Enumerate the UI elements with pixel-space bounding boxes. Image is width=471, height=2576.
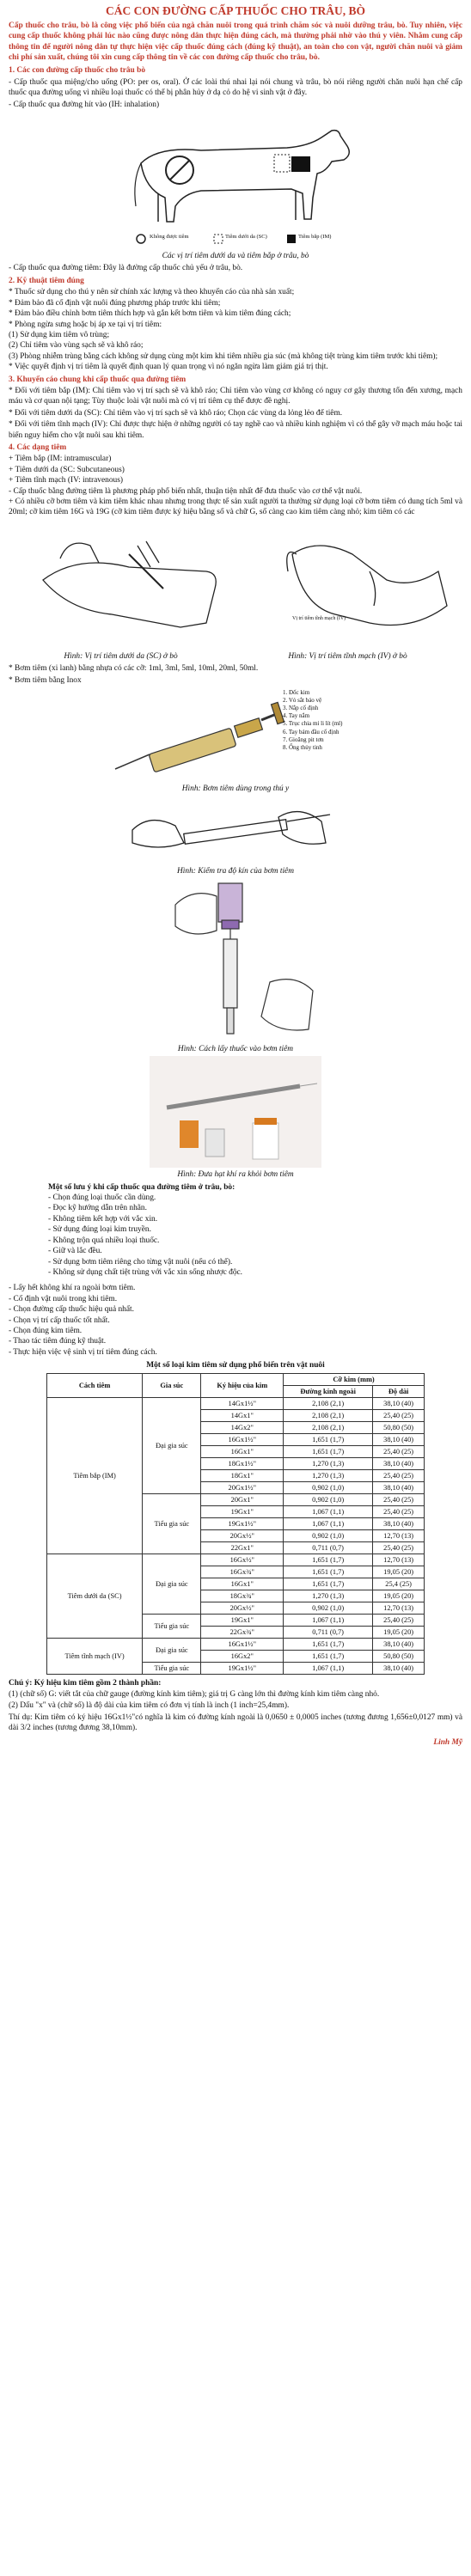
cell-symbol: 20Gx½" <box>201 1602 284 1614</box>
cell-symbol: 19Gx1" <box>201 1614 284 1626</box>
cell-diameter: 1,270 (1,3) <box>284 1457 373 1469</box>
caption: Hình: Vị trí tiêm tĩnh mạch (IV) ở bò <box>288 651 407 661</box>
part-label: 4. Tay nắm <box>283 712 310 720</box>
cell-length: 38,10 (40) <box>373 1517 425 1529</box>
caption-row <box>9 650 462 663</box>
syringe-vials-photo <box>150 1056 321 1168</box>
cell-symbol: 18Gx¾" <box>201 1590 284 1602</box>
list-item: - Sử dụng bơm tiêm riêng cho từng vật nuôi (nếu có thể). <box>48 1257 233 1267</box>
caption: Hình: Bơm tiêm dùng trong thú y <box>181 784 290 794</box>
author: Linh Mỹ <box>433 1737 462 1747</box>
cell-animal: Đại gia súc <box>143 1638 201 1662</box>
lead-paragraph: Cấp thuốc cho trâu, bò là công việc phổ biến của ngà chăn nuôi trong quá trình chăm sóc và nuôi dưỡng trâu, bò. Tuy nhiên, việc cung cấp thuốc không phải lúc nào cũng được nông dân thực hiện đúng cách, mà thường phải nhờ vào thú y viên. Nhằm cung cấp thông tin để người nông dân tự thực hiện việc cấp thuốc đúng cách (đúng kỹ thuật), an toàn cho con vật, người chăn nuôi và giảm chi phí sản xuất, chúng tôi xin cung cấp thông tin về các con đường cấp thuốc cho trâu, bò. <box>9 21 462 63</box>
cell-symbol: 18Gx1½" <box>201 1457 284 1469</box>
cell-symbol: 14Gx1" <box>201 1409 284 1421</box>
footnote-title: Chú ý: Ký hiệu kim tiêm gồm 2 thành phần: <box>9 1678 162 1688</box>
list-item: - Chọn vị trí cấp thuốc tốt nhất. <box>9 1315 110 1325</box>
cell-diameter: 1,067 (1,1) <box>284 1614 373 1626</box>
cell-symbol: 19Gx1" <box>201 1505 284 1517</box>
part-label: 8. Ống thủy tinh <box>283 743 322 751</box>
th-diameter: Đường kính ngoài <box>284 1385 373 1397</box>
legend-im: Tiêm bắp (IM) <box>298 234 332 241</box>
cell-length: 25,40 (25) <box>373 1505 425 1517</box>
part-label: 6. Tay bám đầu cố định <box>283 728 339 736</box>
paragraph: * Đối với tiêm tĩnh mạch (IV): Chỉ được thực hiện ở những người có tay nghề cao và nhiều kinh nghiệm vì có thể gây vỡ mạch máu hoặc tai biến nguy hiểm cho vật nuôi sau khi tiêm. <box>9 420 462 440</box>
list-item: - Thực hiện việc vệ sinh vị trí tiêm đúng cách. <box>9 1347 157 1357</box>
cell-method: Tiêm tĩnh mạch (IV) <box>47 1638 143 1674</box>
cell-symbol: 16Gx1" <box>201 1445 284 1457</box>
cell-length: 25,40 (25) <box>373 1469 425 1481</box>
list-item: - Không tiêm kết hợp với vắc xin. <box>48 1214 158 1224</box>
cell-length: 25,40 (25) <box>373 1409 425 1421</box>
list-item: + Tiêm tĩnh mạch (IV: intravenous) <box>9 476 123 485</box>
list-item: - Chọn đúng loại thuốc cần dùng. <box>48 1193 156 1203</box>
cell-diameter: 2,108 (2,1) <box>284 1397 373 1409</box>
cell-length: 19,05 (20) <box>373 1626 425 1638</box>
th-symbol: Ký hiệu của kim <box>201 1373 284 1397</box>
cell-symbol: 19Gx1½" <box>201 1517 284 1529</box>
cell-diameter: 1,270 (1,3) <box>284 1590 373 1602</box>
cell-symbol: 16Gx1" <box>201 1578 284 1590</box>
list-item: - Chọn đường cấp thuốc hiệu quả nhất. <box>9 1305 134 1315</box>
cell-diameter: 1,651 (1,7) <box>284 1566 373 1578</box>
paragraph: - Cấp thuốc qua đường tiêm: Đây là đường cấp thuốc chủ yếu ở trâu, bò. <box>9 264 243 273</box>
th-method: Cách tiêm <box>47 1373 143 1397</box>
cell-diameter: 2,108 (2,1) <box>284 1421 373 1433</box>
paragraph: - Cấp thuốc qua đường hít vào (IH: inhalation) <box>9 100 160 109</box>
cell-diameter: 1,067 (1,1) <box>284 1517 373 1529</box>
cell-length: 25,40 (25) <box>373 1445 425 1457</box>
caption: Các vị trí tiêm dưới da và tiêm bắp ở trâu, bò <box>162 252 309 261</box>
list-item: * Đảm bảo điều chỉnh bơm tiêm thích hợp và gắn kết bơm tiêm và kim tiêm đúng cách; <box>9 309 291 319</box>
cell-length: 50,80 (50) <box>373 1421 425 1433</box>
caption: Hình: Đưa hạt khí ra khỏi bơm tiêm <box>177 1170 294 1180</box>
list-item: - Sử dụng đúng loại kim truyền. <box>48 1225 151 1235</box>
list-item: (3) Phòng nhiễm trùng bằng cách không sử dụng cùng một kim khi tiêm nhiều gia súc (mà không tiệt trùng kim tiêm trước khi tiêm); <box>9 351 438 361</box>
list-item: - Không trộn quá nhiều loại thuốc. <box>48 1236 160 1245</box>
paragraph: - Cấp thuốc qua miệng/cho uống (PO: per os, oral). Ở các loài thú nhai lại nói chung và trâu, bò nói riêng người chăn nuôi hạn chế cấp thuốc qua đường uống vì nhiều loại thuốc có thể bị phân hủy ở dạ cỏ do hệ vi sinh vật ở đây. <box>9 77 462 98</box>
cell-method: Tiêm dưới da (SC) <box>47 1554 143 1638</box>
cell-length: 25,4 (25) <box>373 1578 425 1590</box>
cell-diameter: 0,902 (1,0) <box>284 1493 373 1505</box>
cell-length: 38,10 (40) <box>373 1638 425 1650</box>
list-item: * Việc quyết định vị trí tiêm là quyết định quan lý quan trọng vì nó ngăn ngừa làm giảm giá trị thịt. <box>9 363 328 372</box>
cell-length: 38,10 (40) <box>373 1457 425 1469</box>
cell-length: 19,05 (20) <box>373 1566 425 1578</box>
cell-diameter: 2,108 (2,1) <box>284 1409 373 1421</box>
paragraph: * Bơm tiêm (xi lanh) bằng nhựa có các cỡ: 1ml, 3ml, 5ml, 10ml, 20ml, 50ml. <box>9 664 259 674</box>
part-label: 3. Nắp cố định <box>283 705 319 712</box>
list-item: - Không sử dụng chất tiệt trùng với vắc xin sống nhược độc. <box>48 1267 243 1277</box>
remove-air-figure <box>150 1056 321 1168</box>
syringe-parts-figure <box>107 687 364 782</box>
vial-syringe-illustration <box>141 879 330 1042</box>
cell-diameter: 0,902 (1,0) <box>284 1529 373 1541</box>
list-item: * Thuốc sử dụng cho thú y nên sử chính xác lượng và theo khuyến cáo của nhà sản xuất; <box>9 288 295 297</box>
syringe-check-figure <box>115 796 356 864</box>
cell-length: 38,10 (40) <box>373 1397 425 1409</box>
cell-diameter: 1,270 (1,3) <box>284 1469 373 1481</box>
cell-length: 25,40 (25) <box>373 1614 425 1626</box>
list-item: * Phòng ngừa sưng hoặc bị áp xe tại vị trí tiêm: <box>9 320 162 329</box>
part-label: 5. Trục chia mi li lít (ml) <box>283 720 343 728</box>
cell-symbol: 22Gx¾" <box>201 1626 284 1638</box>
cell-symbol: 20Gx1" <box>201 1493 284 1505</box>
cell-symbol: 19Gx1½" <box>201 1662 284 1674</box>
cell-diameter: 1,067 (1,1) <box>284 1662 373 1674</box>
cell-symbol: 22Gx1" <box>201 1541 284 1554</box>
cell-animal: Tiểu gia súc <box>143 1493 201 1554</box>
section-4-heading: 4. Các dạng tiêm <box>9 443 67 452</box>
part-label: 2. Vỏ sắt bảo vệ <box>283 697 322 705</box>
cell-length: 38,10 (40) <box>373 1433 425 1445</box>
cell-animal: Tiểu gia súc <box>143 1662 201 1674</box>
section-3-heading: 3. Khuyến cáo chung khi cấp thuốc qua đường tiêm <box>9 375 187 384</box>
paragraph: * Đối với tiêm dưới da (SC): Chỉ tiêm vào vị trí sạch sẽ và khô ráo; Chọn các vùng da lỏng lẻo để tiêm. <box>9 408 343 418</box>
part-label: 1. Đốc kim <box>283 689 310 697</box>
footnote: (2) Dấu "x" và (chữ số) là độ dài của kim tiêm có đơn vị tính là inch (1 inch=25,4mm). <box>9 1701 290 1711</box>
cell-symbol: 20Gx½" <box>201 1529 284 1541</box>
list-item: - Chọn đúng kim tiêm. <box>9 1326 83 1335</box>
cell-diameter: 1,651 (1,7) <box>284 1433 373 1445</box>
list-item: + Tiêm bắp (IM: intramuscular) <box>9 455 112 464</box>
list-item: + Có nhiều cỡ bơm tiêm và kim tiêm khác nhau nhưng trong thực tế sản xuất người ta thường sử dụng loại cỡ bơm tiêm có dung tích 5ml và 20ml; cỡ kim tiêm 16G và 19G (cỡ kim tiêm được ký hiệu bằng số và chữ G, số càng cao kim tiêm càng nhỏ; kim tiêm có các <box>9 497 462 517</box>
list-item: (2) Chỉ tiêm vào vùng sạch sẽ và khô ráo; <box>9 341 144 351</box>
cell-diameter: 0,711 (0,7) <box>284 1541 373 1554</box>
cow-outline-illustration <box>107 112 364 249</box>
legend-no-inject: Không được tiêm <box>150 234 189 241</box>
draw-medicine-figure <box>141 879 330 1042</box>
footnote: (1) (chữ số) G: viết tắt của chữ gauge (đường kính kim tiêm); giá trị G càng lớn thì đường kính kim tiêm càng nhỏ. <box>9 1689 380 1699</box>
caption: Hình: Kiểm tra độ kín của bơm tiêm <box>177 867 294 876</box>
part-label: 7. Gioăng pit tơn <box>283 736 324 743</box>
section-1-heading: 1. Các con đường cấp thuốc cho trâu bò <box>9 66 146 76</box>
cell-length: 25,40 (25) <box>373 1493 425 1505</box>
cell-diameter: 1,651 (1,7) <box>284 1445 373 1457</box>
list-item: - Lấy hết không khí ra ngoài bơm tiêm. <box>9 1284 136 1293</box>
cell-symbol: 16Gx½" <box>201 1554 284 1566</box>
cell-method: Tiêm bắp (IM) <box>47 1397 143 1554</box>
list-item: * Đảm bảo đã cố định vật nuôi đúng phương pháp trước khi tiêm; <box>9 298 221 308</box>
list-item: - Giữ và lắc đều. <box>48 1247 102 1256</box>
th-animal: Gia súc <box>143 1373 201 1397</box>
cell-length: 12,70 (13) <box>373 1529 425 1541</box>
cell-animal: Đại gia súc <box>143 1554 201 1614</box>
list-item: - Đọc kỹ hướng dẫn trên nhãn. <box>48 1204 147 1213</box>
notes-title: Một số lưu ý khi cấp thuốc qua đường tiêm ở trâu, bò: <box>48 1182 236 1192</box>
sc-iv-figures <box>9 520 462 649</box>
cell-symbol: 16Gx2" <box>201 1650 284 1662</box>
list-item: - Cấp thuốc bằng đường tiêm là phương pháp phổ biến nhất, thuận tiện nhất để đưa thuốc vào cơ thể vật nuôi. <box>9 486 363 496</box>
cell-diameter: 1,651 (1,7) <box>284 1554 373 1566</box>
list-item: (1) Sử dụng kim tiêm vô trùng; <box>9 330 110 339</box>
cell-length: 12,70 (13) <box>373 1602 425 1614</box>
cell-animal: Đại gia súc <box>143 1397 201 1493</box>
cell-symbol: 16Gx¾" <box>201 1566 284 1578</box>
cell-length: 50,80 (50) <box>373 1650 425 1662</box>
table-title: Một số loại kim tiêm sử dụng phổ biến trên vật nuôi <box>146 1361 325 1370</box>
cow-injection-sites-figure <box>107 112 364 249</box>
cell-diameter: 1,067 (1,1) <box>284 1505 373 1517</box>
cell-symbol: 20Gx1½" <box>201 1481 284 1493</box>
cell-symbol: 16Gx1½" <box>201 1638 284 1650</box>
cell-symbol: 16Gx1½" <box>201 1433 284 1445</box>
section-2-heading: 2. Kỹ thuật tiêm đúng <box>9 276 84 285</box>
page-title: CÁC CON ĐƯỜNG CẤP THUỐC CHO TRÂU, BÒ <box>105 4 366 17</box>
cell-diameter: 0,711 (0,7) <box>284 1626 373 1638</box>
th-length: Độ dài <box>373 1385 425 1397</box>
iv-site-label: Vị trí tiêm tĩnh mạch (IV) <box>292 615 346 621</box>
table-row <box>47 1554 425 1566</box>
cell-length: 38,10 (40) <box>373 1481 425 1493</box>
list-item: + Tiêm dưới da (SC: Subcutaneous) <box>9 465 125 474</box>
caption: Hình: Vị trí tiêm dưới da (SC) ở bò <box>64 651 178 661</box>
th-size: Cỡ kim (mm) <box>284 1373 425 1385</box>
caption: Hình: Cách lấy thuốc vào bơm tiêm <box>177 1044 294 1053</box>
table-row <box>47 1397 425 1409</box>
cell-length: 25,40 (25) <box>373 1541 425 1554</box>
needle-table <box>46 1373 425 1675</box>
cell-diameter: 1,651 (1,7) <box>284 1638 373 1650</box>
cell-length: 19,05 (20) <box>373 1590 425 1602</box>
cell-diameter: 1,651 (1,7) <box>284 1650 373 1662</box>
hands-syringe-illustration <box>115 796 356 864</box>
cell-diameter: 0,902 (1,0) <box>284 1602 373 1614</box>
sc-iv-illustrations <box>9 520 462 649</box>
paragraph: * Đối với tiêm bắp (IM): Chỉ tiêm vào vị trí sạch sẽ và khô ráo; Chỉ tiêm vào vùng cơ không có nguy cơ gây thương tổn đến xương, mạch máu và cơ quan nội tạng; Tùy thuộc loài vật nuôi mà có vị trí tiêm cụ thể được đề nghị. <box>9 386 462 406</box>
list-item: - Thao tác tiêm đúng kỹ thuật. <box>9 1337 107 1346</box>
table-body <box>47 1397 425 1674</box>
footnote: Thí dụ: Kim tiêm có ký hiệu 16Gx1½"có nghĩa là kim có đường kính ngoài là 0,0650 ± 0,0005 inches (tương đương 1,656±0,0127 mm) và dài 3/2 inches (tương đương 38,10mm). <box>9 1712 462 1733</box>
cell-symbol: 18Gx1" <box>201 1469 284 1481</box>
cell-diameter: 1,651 (1,7) <box>284 1578 373 1590</box>
cell-animal: Tiểu gia súc <box>143 1614 201 1638</box>
cell-length: 38,10 (40) <box>373 1662 425 1674</box>
syringe-parts-list <box>283 689 342 752</box>
cell-symbol: 14Gx1½" <box>201 1397 284 1409</box>
legend-sc: Tiêm dưới da (SC) <box>225 234 267 241</box>
cell-length: 12,70 (13) <box>373 1554 425 1566</box>
paragraph: * Bơm tiêm bằng Inox <box>9 675 82 685</box>
cell-diameter: 0,902 (1,0) <box>284 1481 373 1493</box>
table-row <box>47 1638 425 1650</box>
cell-symbol: 14Gx2" <box>201 1421 284 1433</box>
list-item: - Cố định vật nuôi trong khi tiêm. <box>9 1294 118 1303</box>
